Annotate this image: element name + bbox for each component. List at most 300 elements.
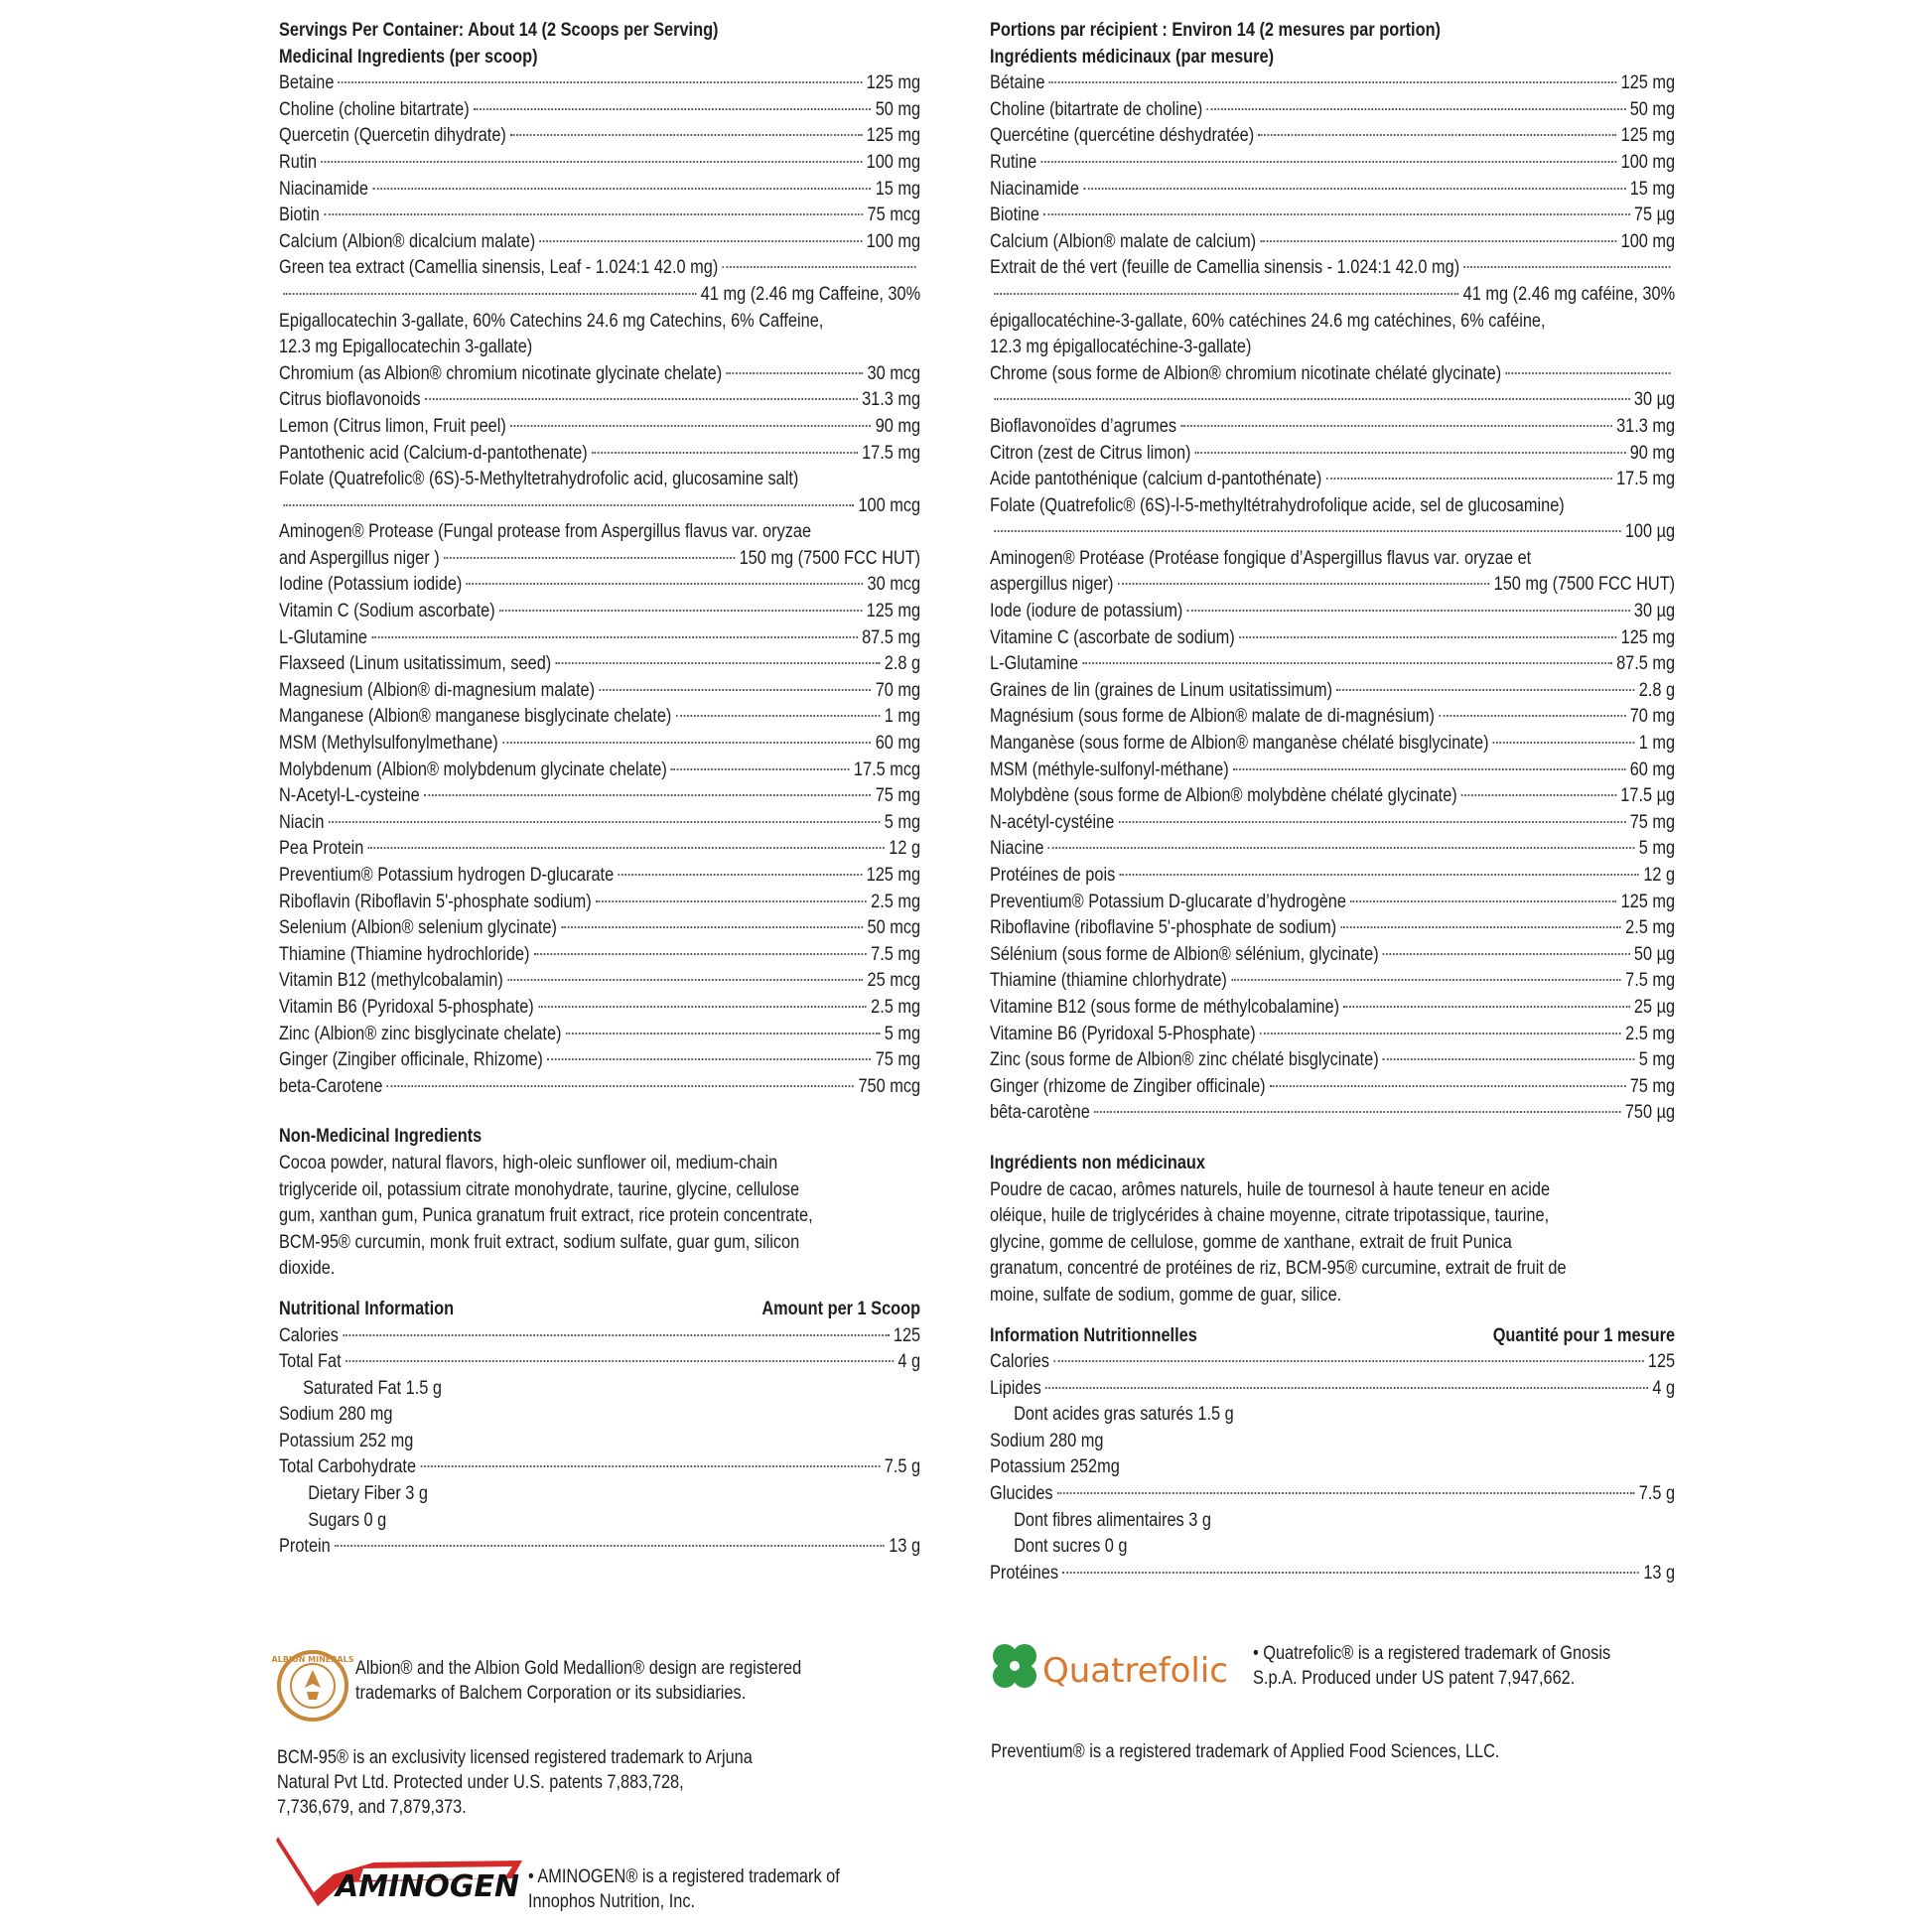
row-label: Niacinamide	[279, 178, 368, 200]
row-value: 125 mg	[1620, 72, 1676, 94]
row-value: 100 µg	[1624, 521, 1676, 543]
ingredient-row	[990, 783, 1675, 810]
row-label: Lipides	[990, 1377, 1041, 1399]
text-line: • AMINOGEN® is a registered trademark of	[528, 1866, 840, 1887]
ingredient-row	[990, 361, 1675, 388]
servings-heading: Servings Per Container: About 14 (2 Scoops per Serving)	[279, 20, 719, 41]
dot-leader	[1383, 953, 1630, 955]
dot-leader	[1041, 161, 1617, 163]
row-label: Molybdène (sous forme de Albion® molybdène chélaté glycinate)	[990, 785, 1457, 807]
row-value: 2.8 g	[884, 653, 921, 675]
ingredient-row	[990, 229, 1675, 256]
dot-leader	[1258, 134, 1616, 136]
dot-leader	[1231, 979, 1621, 981]
line-text: Folate (Quatrefolic® (6S)-l-5-methyltétrahydrofolique acide, sel de glucosamine)	[990, 494, 1565, 516]
ingredient-row	[990, 1561, 1675, 1587]
ingredient-row	[279, 836, 920, 863]
dot-leader	[676, 715, 881, 717]
row-label: L-Glutamine	[990, 653, 1079, 675]
ingredient-row	[990, 572, 1675, 599]
row-value: 41 mg (2.46 mg caféine, 30%	[1462, 283, 1676, 305]
row-value: 15 mg	[1629, 178, 1676, 200]
dot-leader	[534, 953, 867, 955]
dot-leader	[444, 557, 735, 559]
row-label: Manganèse (sous forme de Albion® manganèse chélaté bisglycinate)	[990, 733, 1489, 755]
ingredient-row	[990, 625, 1675, 652]
dot-leader	[474, 108, 871, 110]
row-value: 30 µg	[1633, 389, 1676, 411]
row-label: Ginger (Zingiber officinale, Rhizome)	[279, 1049, 543, 1071]
row-label: MSM (Methylsulfonylmethane)	[279, 733, 498, 755]
ingredient-row	[279, 1074, 920, 1101]
row-label: Rutin	[279, 151, 318, 173]
line-text: Folate (Quatrefolic® (6S)-5-Methyltetrahydrofolic acid, glucosamine salt)	[279, 469, 799, 490]
ingredient-row	[279, 229, 920, 256]
row-label: Total Carbohydrate	[279, 1456, 417, 1478]
quatrefolic-clover-icon	[985, 1638, 1263, 1700]
row-value: 25 mcg	[867, 970, 921, 992]
row-label: Niacin	[279, 811, 325, 833]
row-label: and Aspergillus niger )	[279, 547, 440, 569]
dot-leader	[510, 425, 871, 427]
medicinal-heading: Ingrédients médicinaux (par mesure)	[990, 46, 1275, 68]
ingredient-row	[990, 942, 1675, 969]
dot-leader	[371, 636, 857, 638]
ingredient-row	[279, 783, 920, 810]
row-label: Selenium (Albion® selenium glycinate)	[279, 917, 557, 939]
ingredient-row	[990, 519, 1675, 546]
text-line: • Quatrefolic® is a registered trademark of Gnosis	[1253, 1643, 1611, 1664]
row-label: Calories	[279, 1324, 339, 1346]
nutrition-heading: Information Nutritionnelles	[990, 1324, 1197, 1346]
dot-leader	[1119, 821, 1626, 823]
text-line: dioxide.	[279, 1258, 336, 1280]
row-value: 12 g	[1643, 865, 1676, 886]
row-label: Biotine	[990, 205, 1039, 226]
row-value: 75 mg	[1629, 811, 1676, 833]
ingredient-row	[279, 97, 920, 124]
dot-leader	[1233, 768, 1625, 770]
dot-leader	[1336, 689, 1634, 691]
line-text: Dont fibres alimentaires 3 g	[1014, 1509, 1211, 1531]
nutrition-header	[990, 1323, 1675, 1350]
dot-leader	[1180, 425, 1611, 427]
text-line: oléique, huile de triglycérides à chaine moyenne, citrate tripotassique, taurine,	[990, 1205, 1550, 1227]
ingredient-row	[279, 968, 920, 995]
ingredient-row	[279, 70, 920, 97]
row-label: Preventium® Potassium hydrogen D-glucarate	[279, 865, 615, 886]
row-value: 31.3 mg	[1616, 415, 1676, 437]
ingredient-row	[990, 915, 1675, 942]
dot-leader	[1094, 1111, 1620, 1113]
row-label: Quercétine (quercétine déshydratée)	[990, 125, 1255, 147]
row-label: Protéines de pois	[990, 865, 1116, 886]
row-label: Green tea extract (Camellia sinensis, Leaf - 1.024:1 42.0 mg)	[279, 257, 719, 279]
ingredient-row	[279, 150, 920, 177]
row-value: 60 mg	[1629, 759, 1676, 780]
row-value: 5 mg	[1638, 838, 1676, 860]
ingredient-row	[279, 942, 920, 969]
dot-leader	[372, 188, 871, 190]
dot-leader	[283, 293, 696, 295]
dot-leader	[1260, 240, 1616, 242]
row-label: Calcium (Albion® malate de calcium)	[990, 230, 1257, 252]
ingredient-row	[279, 414, 920, 441]
text-line: 7,736,679, and 7,879,373.	[277, 1797, 467, 1818]
dot-leader	[335, 1545, 885, 1547]
ingredient-row	[990, 731, 1675, 758]
english-column	[279, 18, 920, 1561]
row-label: Vitamine B12 (sous forme de méthylcobalamine)	[990, 996, 1340, 1018]
row-value: 2.5 mg	[1625, 917, 1676, 939]
text-line	[279, 1376, 944, 1403]
dot-leader	[1260, 1033, 1621, 1035]
dot-leader	[994, 293, 1458, 295]
row-label: Thiamine (Thiamine hydrochloride)	[279, 943, 530, 965]
text-line: BCM-95® is an exclusivity licensed registered trademark to Arjuna	[277, 1747, 753, 1768]
row-value: 100 mcg	[858, 494, 921, 516]
row-label: Molybdenum (Albion® molybdenum glycinate chelate)	[279, 759, 667, 780]
dot-leader	[1493, 742, 1635, 744]
row-label: Iodine (Potassium iodide)	[279, 574, 463, 596]
row-value: 5 mg	[884, 811, 921, 833]
row-label: L-Glutamine	[279, 626, 368, 648]
ingredient-row	[990, 1376, 1675, 1403]
dot-leader	[329, 821, 881, 823]
quatrefolic-logo	[985, 1638, 1263, 1700]
line-text: Potassium 252 mg	[279, 1430, 414, 1451]
row-label: Zinc (Albion® zinc bisglycinate chelate)	[279, 1023, 562, 1044]
ingredient-row	[279, 890, 920, 916]
dot-leader	[538, 1006, 867, 1008]
ingredient-row	[279, 572, 920, 599]
row-label: Rutine	[990, 151, 1037, 173]
ingredient-row	[279, 810, 920, 837]
text-line: moine, sulfate de sodium, gomme de guar, silice.	[990, 1284, 1342, 1306]
nutrition-list	[279, 1323, 920, 1561]
row-value: 50 mg	[875, 98, 921, 120]
ingredient-row	[990, 678, 1675, 705]
row-value: 17.5 mcg	[853, 759, 921, 780]
row-label: Magnesium (Albion® di-magnesium malate)	[279, 679, 596, 701]
ingredient-row	[990, 97, 1675, 124]
row-value: 125	[893, 1324, 921, 1346]
medicinal-heading: Medicinal Ingredients (per scoop)	[279, 46, 538, 68]
dot-leader	[321, 161, 862, 163]
text-line: Poudre de cacao, arômes naturels, huile de tournesol à haute teneur en acide	[990, 1178, 1551, 1200]
row-label: Vitamin C (Sodium ascorbate)	[279, 601, 495, 622]
row-label: Calcium (Albion® dicalcium malate)	[279, 230, 536, 252]
ingredient-row	[990, 704, 1675, 731]
ingredient-row	[279, 1323, 920, 1350]
dot-leader	[592, 452, 858, 454]
dot-leader	[467, 583, 864, 585]
row-label: N-Acetyl-L-cysteine	[279, 785, 420, 807]
row-label: Vitamin B6 (Pyridoxal 5-phosphate)	[279, 996, 534, 1018]
ingredient-row	[279, 1022, 920, 1048]
line-text: Potassium 252mg	[990, 1456, 1120, 1478]
row-value: 7.5 g	[884, 1456, 921, 1478]
ingredient-row	[990, 387, 1675, 414]
line-text: Dont sucres 0 g	[1014, 1536, 1128, 1558]
ingredient-row	[279, 203, 920, 229]
dot-leader	[1045, 1387, 1648, 1389]
dot-leader	[1083, 188, 1625, 190]
dot-leader	[1043, 213, 1629, 215]
line-text: Aminogen® Protease (Fungal protease from Aspergillus flavus var. oryzae	[279, 521, 812, 543]
line-text: Saturated Fat 1.5 g	[303, 1377, 442, 1399]
dot-leader	[387, 1085, 854, 1087]
text-line	[279, 1429, 920, 1455]
row-label: Lemon (Citrus limon, Fruit peel)	[279, 415, 506, 437]
ingredient-row	[279, 387, 920, 414]
row-value: 15 mg	[875, 178, 921, 200]
row-label: Calories	[990, 1351, 1049, 1373]
ingredient-row	[279, 915, 920, 942]
row-label: Flaxseed (Linum usitatissimum, seed)	[279, 653, 552, 675]
row-label: Preventium® Potassium D-glucarate d’hydrogène	[990, 891, 1346, 912]
dot-leader	[1270, 1085, 1625, 1087]
dot-leader	[424, 794, 871, 796]
ingredient-row	[990, 863, 1675, 890]
text-line: Cocoa powder, natural flavors, high-oleic sunflower oil, medium-chain	[279, 1152, 778, 1173]
row-value: 87.5 mg	[1616, 653, 1676, 675]
aminogen-logo	[274, 1833, 534, 1912]
ingredient-row	[990, 651, 1675, 678]
text-line: gum, xanthan gum, Punica granatum fruit extract, rice protein concentrate,	[279, 1205, 813, 1227]
row-label: Thiamine (thiamine chlorhydrate)	[990, 970, 1227, 992]
dot-leader	[599, 689, 871, 691]
ingredient-row	[990, 441, 1675, 468]
row-label: Betaine	[279, 72, 335, 94]
ingredient-row	[990, 203, 1675, 229]
dot-leader	[596, 900, 867, 902]
albion-note	[355, 1656, 911, 1706]
row-value: 75 mcg	[867, 205, 921, 226]
non-medicinal-text	[279, 1151, 920, 1283]
row-value: 4 g	[897, 1351, 921, 1373]
ingredient-row	[279, 1047, 920, 1074]
ingredient-row	[279, 1349, 920, 1376]
row-value: 125 mg	[866, 865, 921, 886]
text-line: glycine, gomme de cellulose, gomme de xanthane, extrait de fruit Punica	[990, 1231, 1512, 1253]
row-value: 1 mg	[884, 706, 921, 728]
dot-leader	[1340, 926, 1620, 928]
row-value: 90 mg	[875, 415, 921, 437]
text-line	[279, 335, 920, 361]
ingredient-row	[279, 995, 920, 1022]
nutrition-heading: Nutritional Information	[279, 1298, 455, 1319]
dot-leader	[1120, 874, 1639, 876]
nutrition-list	[990, 1349, 1675, 1587]
ingredient-row	[990, 890, 1675, 916]
row-value: 60 mg	[875, 733, 921, 755]
row-value: 17.5 mg	[862, 442, 921, 464]
dot-leader	[1505, 372, 1670, 374]
ingredient-row	[990, 123, 1675, 150]
row-value: 125 mg	[1620, 125, 1676, 147]
text-line: BCM-95® curcumin, monk fruit extract, sodium sulfate, guar gum, silicon	[279, 1231, 800, 1253]
line-text: 12.3 mg épigallocatéchine-3-gallate)	[990, 337, 1252, 358]
text-line: S.p.A. Produced under US patent 7,947,662.	[1253, 1668, 1576, 1689]
ingredient-row	[990, 599, 1675, 625]
ingredient-row	[279, 704, 920, 731]
ingredient-row	[990, 255, 1675, 282]
row-value: 5 mg	[884, 1023, 921, 1044]
line-text: Sodium 280 mg	[279, 1404, 393, 1426]
text-line	[279, 467, 920, 493]
row-value: 50 mg	[1629, 98, 1676, 120]
row-label: Quercetin (Quercetin dihydrate)	[279, 125, 506, 147]
dot-leader	[324, 213, 863, 215]
row-value: 50 µg	[1633, 943, 1676, 965]
line-text: Sugars 0 g	[308, 1509, 387, 1531]
dot-leader	[1439, 715, 1625, 717]
text-line: Innophos Nutrition, Inc.	[528, 1891, 696, 1912]
row-label: Ginger (rhizome de Zingiber officinale)	[990, 1075, 1266, 1097]
row-value: 125	[1647, 1351, 1676, 1373]
dot-leader	[726, 372, 863, 374]
dot-leader	[507, 979, 863, 981]
row-value: 100 mg	[866, 151, 921, 173]
row-value: 125 mg	[866, 601, 921, 622]
preventium-note: Preventium® is a registered trademark of Applied Food Sciences, LLC.	[991, 1741, 1500, 1762]
ingredient-row	[279, 123, 920, 150]
ingredient-row	[279, 493, 920, 520]
row-value: 4 g	[1652, 1377, 1676, 1399]
row-label: Pantothenic acid (Calcium-d-pantothenate)	[279, 442, 588, 464]
ingredient-row	[279, 678, 920, 705]
row-value: 50 mcg	[867, 917, 921, 939]
text-line: Natural Pvt Ltd. Protected under U.S. patents 7,883,728,	[277, 1772, 684, 1793]
dot-leader	[1057, 1492, 1635, 1494]
row-value: 2.5 mg	[871, 891, 921, 912]
row-value: 125 mg	[1620, 626, 1676, 648]
row-label: Extrait de thé vert (feuille de Camellia sinensis - 1.024:1 42.0 mg)	[990, 257, 1460, 279]
dot-leader	[1048, 847, 1635, 849]
row-label: beta-Carotene	[279, 1075, 383, 1097]
dot-leader	[1463, 266, 1670, 268]
dot-leader	[1187, 610, 1630, 612]
row-label: Magnésium (sous forme de Albion® malate de di-magnésium)	[990, 706, 1435, 728]
ingredient-row	[990, 1022, 1675, 1048]
row-value: 90 mg	[1629, 442, 1676, 464]
line-text: 12.3 mg Epigallocatechin 3-gallate)	[279, 337, 533, 358]
row-label: Chromium (as Albion® chromium nicotinate glycinate chelate)	[279, 362, 723, 384]
row-label: Vitamin B12 (methylcobalamin)	[279, 970, 503, 992]
row-label: Pea Protein	[279, 838, 364, 860]
row-value: 750 µg	[1624, 1102, 1676, 1124]
row-label: Choline (bitartrate de choline)	[990, 98, 1203, 120]
row-value: 2.5 mg	[871, 996, 921, 1018]
row-label: Vitamine B6 (Pyridoxal 5-Phosphate)	[990, 1023, 1256, 1044]
line-text: Aminogen® Protéase (Protéase fongique d’Aspergillus flavus var. oryzae et	[990, 547, 1532, 569]
ingredient-row	[990, 968, 1675, 995]
dot-leader	[1082, 662, 1611, 664]
row-label: Total Fat	[279, 1351, 342, 1373]
french-column	[990, 18, 1675, 1587]
text-line	[279, 1402, 920, 1429]
ingredient-row	[990, 758, 1675, 784]
dot-leader	[1239, 636, 1616, 638]
row-value: 5 mg	[1638, 1049, 1676, 1071]
dot-leader	[539, 240, 862, 242]
row-label: Citrus bioflavonoids	[279, 389, 421, 411]
row-value: 70 mg	[875, 679, 921, 701]
row-label: Citron (zest de Citrus limon)	[990, 442, 1191, 464]
row-label: Iode (iodure de potassium)	[990, 601, 1183, 622]
row-value: 750 mcg	[858, 1075, 921, 1097]
row-label: Manganese (Albion® manganese bisglycinate chelate)	[279, 706, 672, 728]
row-label: Acide pantothénique (calcium d-pantothénate)	[990, 469, 1322, 490]
row-label: Niacine	[990, 838, 1044, 860]
ingredient-row	[279, 1454, 920, 1481]
row-value: 70 mg	[1629, 706, 1676, 728]
row-label: Chrome (sous forme de Albion® chromium nicotinate chélaté glycinate)	[990, 362, 1502, 384]
text-line	[279, 519, 920, 546]
row-value: 13 g	[1643, 1562, 1676, 1584]
non-medicinal-heading: Non-Medicinal Ingredients	[279, 1126, 483, 1148]
ingredient-row	[279, 255, 920, 282]
row-value: 30 mcg	[867, 574, 921, 596]
row-label: aspergillus niger)	[990, 574, 1114, 596]
albion-medallion-icon	[271, 1650, 354, 1722]
row-value: 125 mg	[866, 125, 921, 147]
svg-text:AMINOGEN: AMINOGEN	[336, 1869, 520, 1904]
row-value: 7.5 mg	[871, 943, 921, 965]
row-label: N-acétyl-cystéine	[990, 811, 1115, 833]
row-label: Riboflavin (Riboflavin 5'-phosphate sodium)	[279, 891, 592, 912]
row-value: 25 µg	[1633, 996, 1676, 1018]
svg-text:Quatrefolic: Quatrefolic	[1042, 1651, 1228, 1691]
dot-leader	[1053, 1360, 1643, 1362]
ingredient-row	[279, 1534, 920, 1561]
dot-leader	[1461, 794, 1616, 796]
dot-leader	[1343, 1006, 1629, 1008]
row-value: 125 mg	[1620, 891, 1676, 912]
row-value: 2.5 mg	[1625, 1023, 1676, 1044]
servings-heading: Portions par récipient : Environ 14 (2 mesures par portion)	[990, 20, 1441, 41]
dot-leader	[994, 398, 1629, 400]
row-value: 7.5 g	[1638, 1483, 1676, 1505]
row-value: 12 g	[889, 838, 921, 860]
dot-leader	[556, 662, 881, 664]
ingredient-row	[279, 758, 920, 784]
dot-leader	[1118, 583, 1490, 585]
dot-leader	[1049, 81, 1617, 83]
text-line: triglyceride oil, potassium citrate monohydrate, taurine, glycine, cellulose	[279, 1178, 800, 1200]
dot-leader	[994, 530, 1620, 532]
row-label: Choline (choline bitartrate)	[279, 98, 470, 120]
row-value: 41 mg (2.46 mg Caffeine, 30%	[700, 283, 921, 305]
row-label: Bétaine	[990, 72, 1045, 94]
dot-leader	[671, 768, 850, 770]
dot-leader	[1062, 1572, 1639, 1574]
ingredient-row	[990, 282, 1675, 309]
dot-leader	[420, 1465, 880, 1467]
dot-leader	[566, 1033, 881, 1035]
dot-leader	[547, 1058, 871, 1060]
dot-leader	[561, 926, 863, 928]
row-label: Zinc (sous forme de Albion® zinc chélaté bisglycinate)	[990, 1049, 1379, 1071]
ingredient-row	[990, 836, 1675, 863]
svg-text:ALBION MINERALS: ALBION MINERALS	[271, 1655, 354, 1664]
row-value: 30 µg	[1633, 601, 1676, 622]
ingredient-row	[990, 995, 1675, 1022]
row-value: 7.5 mg	[1625, 970, 1676, 992]
row-label: Graines de lin (graines de Linum usitatissimum)	[990, 679, 1333, 701]
row-value: 31.3 mg	[862, 389, 921, 411]
